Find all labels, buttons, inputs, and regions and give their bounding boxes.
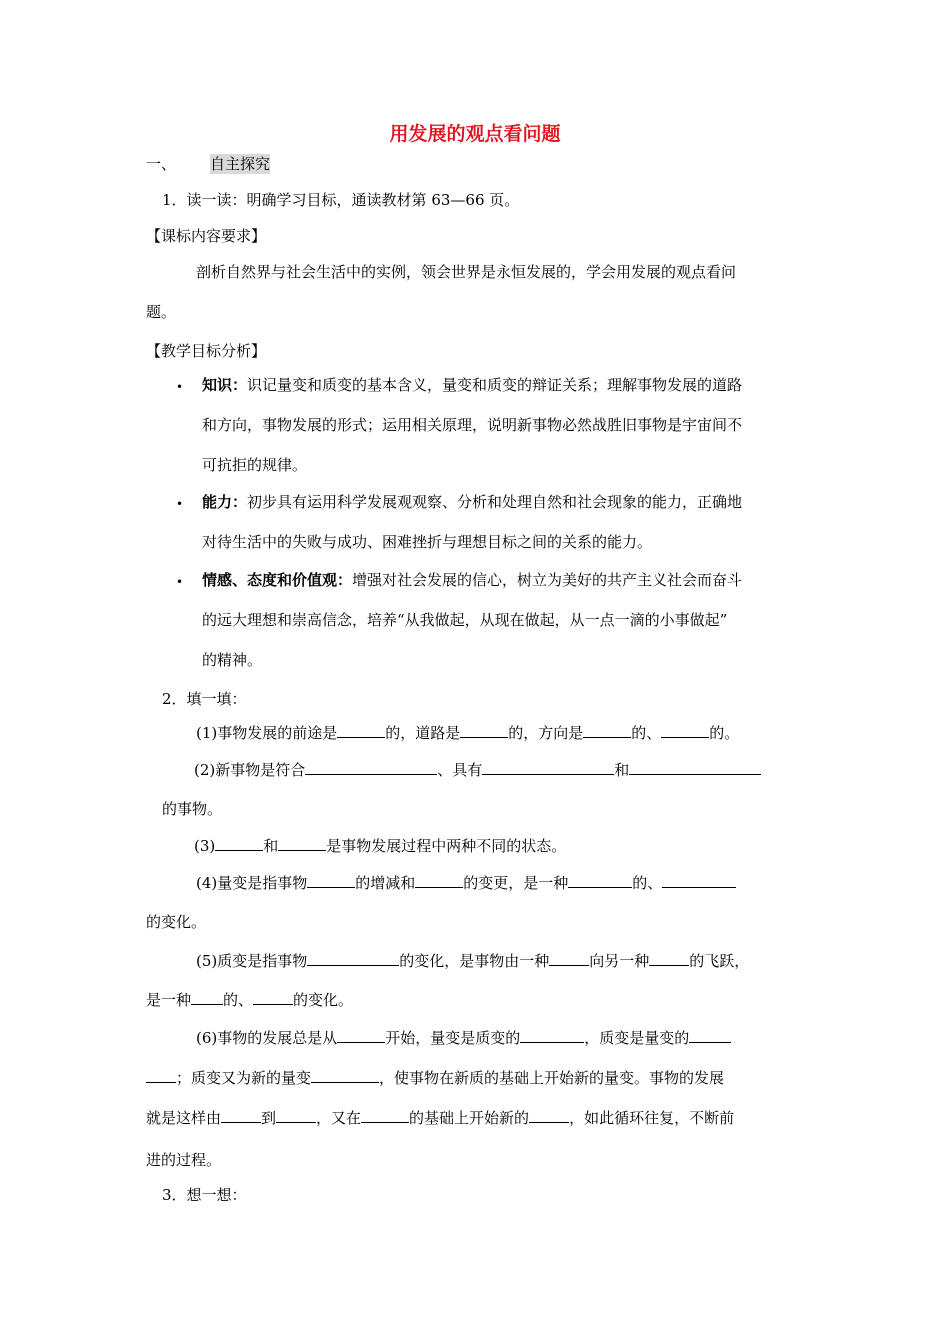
q5-text: 的飞跃， <box>689 952 750 970</box>
q3-text: (3) <box>194 837 216 855</box>
answer-blank[interactable] <box>583 723 631 738</box>
ability-line <box>202 492 742 512</box>
ability-label: 能力： <box>202 493 248 511</box>
q5-text: 是一种 <box>146 991 192 1009</box>
answer-blank[interactable] <box>662 873 736 888</box>
q6-text: ；质变又为新的量变 <box>176 1069 312 1087</box>
q6-text: 到 <box>261 1109 277 1127</box>
answer-blank[interactable] <box>337 723 385 738</box>
q5-text: 的、 <box>223 991 254 1009</box>
q2-text: 、具有 <box>437 761 483 779</box>
answer-blank[interactable] <box>649 951 689 966</box>
q1-text: 的、 <box>631 724 662 742</box>
q5-text: 的变化，是事物由一种 <box>399 952 550 970</box>
answer-blank[interactable] <box>337 1028 385 1043</box>
emotion-text: 增强对社会发展的信心，树立为美好的共产主义社会而奋斗 <box>352 571 743 589</box>
fill-question-4 <box>196 873 736 893</box>
knowledge-text-line: 和方向，事物发展的形式；运用相关原理，说明新事物必然战胜旧事物是宇宙间不 <box>202 416 743 434</box>
q5-text: 的变化。 <box>293 991 354 1009</box>
fill-question-5 <box>196 951 749 971</box>
q6-text: ，质变是量变的 <box>584 1029 690 1047</box>
q4-text: 的变更，是一种 <box>463 874 569 892</box>
answer-blank[interactable] <box>568 873 632 888</box>
q1-text: (1)事物发展的前途是 <box>196 724 338 742</box>
answer-blank[interactable] <box>278 836 326 851</box>
mubiao-heading: 【教学目标分析】 <box>146 342 267 360</box>
item-2-heading: 2．填一填： <box>162 690 247 708</box>
q6-text: ，又在 <box>316 1109 362 1127</box>
bullet-icon: • <box>176 497 184 511</box>
q2-text: 和 <box>614 761 630 779</box>
answer-blank[interactable] <box>529 1108 569 1123</box>
q6-text: 的基础上开始新的 <box>409 1109 530 1127</box>
q2-continuation: 的事物。 <box>162 800 223 818</box>
emotion-text-line: 的远大理想和崇高信念，培养“从我做起，从现在做起，从一点一滴的小事做起” <box>202 611 728 629</box>
knowledge-text: 识记量变和质变的基本含义，量变和质变的辩证关系；理解事物发展的道路 <box>247 376 743 394</box>
q5-text: (5)质变是指事物 <box>196 952 308 970</box>
answer-blank[interactable] <box>146 1068 176 1083</box>
answer-blank[interactable] <box>520 1028 584 1043</box>
q3-text: 是事物发展过程中两种不同的状态。 <box>326 837 567 855</box>
ability-text-line: 对待生活中的失败与成功、困难挫折与理想目标之间的关系的能力。 <box>202 533 653 551</box>
section-heading: 自主探究 <box>210 155 271 173</box>
fill-question-1 <box>196 723 739 743</box>
answer-blank[interactable] <box>689 1028 731 1043</box>
item-3-heading: 3．想一想： <box>162 1186 247 1204</box>
kebiao-text-line: 剖析自然界与社会生活中的实例，领会世界是永恒发展的，学会用发展的观点看问 <box>196 263 737 281</box>
page-title: 用发展的观点看问题 <box>389 123 561 145</box>
fill-question-6 <box>196 1028 731 1048</box>
fill-question-3 <box>194 836 566 856</box>
answer-blank[interactable] <box>307 873 355 888</box>
fill-question-2 <box>194 760 761 780</box>
kebiao-heading: 【课标内容要求】 <box>146 227 267 245</box>
section-number: 一、 <box>146 155 177 173</box>
q6-text: ，如此循环往复，不断前 <box>569 1109 735 1127</box>
answer-blank[interactable] <box>276 1108 316 1123</box>
emotion-label: 情感、态度和价值观： <box>202 571 353 589</box>
q4-continuation: 的变化。 <box>146 913 207 931</box>
q4-text: 的、 <box>632 874 663 892</box>
q6-text: (6)事物的发展总是从 <box>196 1029 338 1047</box>
answer-blank[interactable] <box>311 1068 379 1083</box>
answer-blank[interactable] <box>460 723 508 738</box>
answer-blank[interactable] <box>482 760 614 775</box>
q6-text: 开始，量变是质变的 <box>385 1029 521 1047</box>
ability-text: 初步具有运用科学发展观观察、分析和处理自然和社会现象的能力，正确地 <box>247 493 743 511</box>
answer-blank[interactable] <box>191 990 223 1005</box>
q6-line-3 <box>146 1108 734 1128</box>
q1-text: 的，方向是 <box>508 724 584 742</box>
bullet-icon: • <box>176 380 184 394</box>
q1-text: 的。 <box>709 724 740 742</box>
answer-blank[interactable] <box>253 990 293 1005</box>
emotion-text-line: 的精神。 <box>202 651 263 669</box>
answer-blank[interactable] <box>215 836 263 851</box>
answer-blank[interactable] <box>305 760 437 775</box>
answer-blank[interactable] <box>221 1108 261 1123</box>
bullet-icon: • <box>176 575 184 589</box>
item-1: 1．读一读：明确学习目标，通读教材第 63—66 页。 <box>162 191 520 209</box>
q6-text: 就是这样由 <box>146 1109 222 1127</box>
answer-blank[interactable] <box>629 760 761 775</box>
q1-text: 的，道路是 <box>385 724 461 742</box>
q6-text: ，使事物在新质的基础上开始新的量变。事物的发展 <box>379 1069 725 1087</box>
q4-text: 的增减和 <box>355 874 416 892</box>
q2-text: (2)新事物是符合 <box>194 761 306 779</box>
emotion-line <box>202 570 742 590</box>
answer-blank[interactable] <box>415 873 463 888</box>
answer-blank[interactable] <box>307 951 399 966</box>
q4-text: (4)量变是指事物 <box>196 874 308 892</box>
knowledge-line <box>202 375 742 395</box>
kebiao-text-line: 题。 <box>146 303 177 321</box>
knowledge-text-line: 可抗拒的规律。 <box>202 456 308 474</box>
answer-blank[interactable] <box>549 951 589 966</box>
q6-line-2 <box>146 1068 724 1088</box>
q5-text: 向另一种 <box>589 952 650 970</box>
answer-blank[interactable] <box>661 723 709 738</box>
q5-continuation <box>146 990 353 1010</box>
q6-continuation: 进的过程。 <box>146 1151 222 1169</box>
answer-blank[interactable] <box>361 1108 409 1123</box>
q3-text: 和 <box>263 837 279 855</box>
knowledge-label: 知识： <box>202 376 248 394</box>
